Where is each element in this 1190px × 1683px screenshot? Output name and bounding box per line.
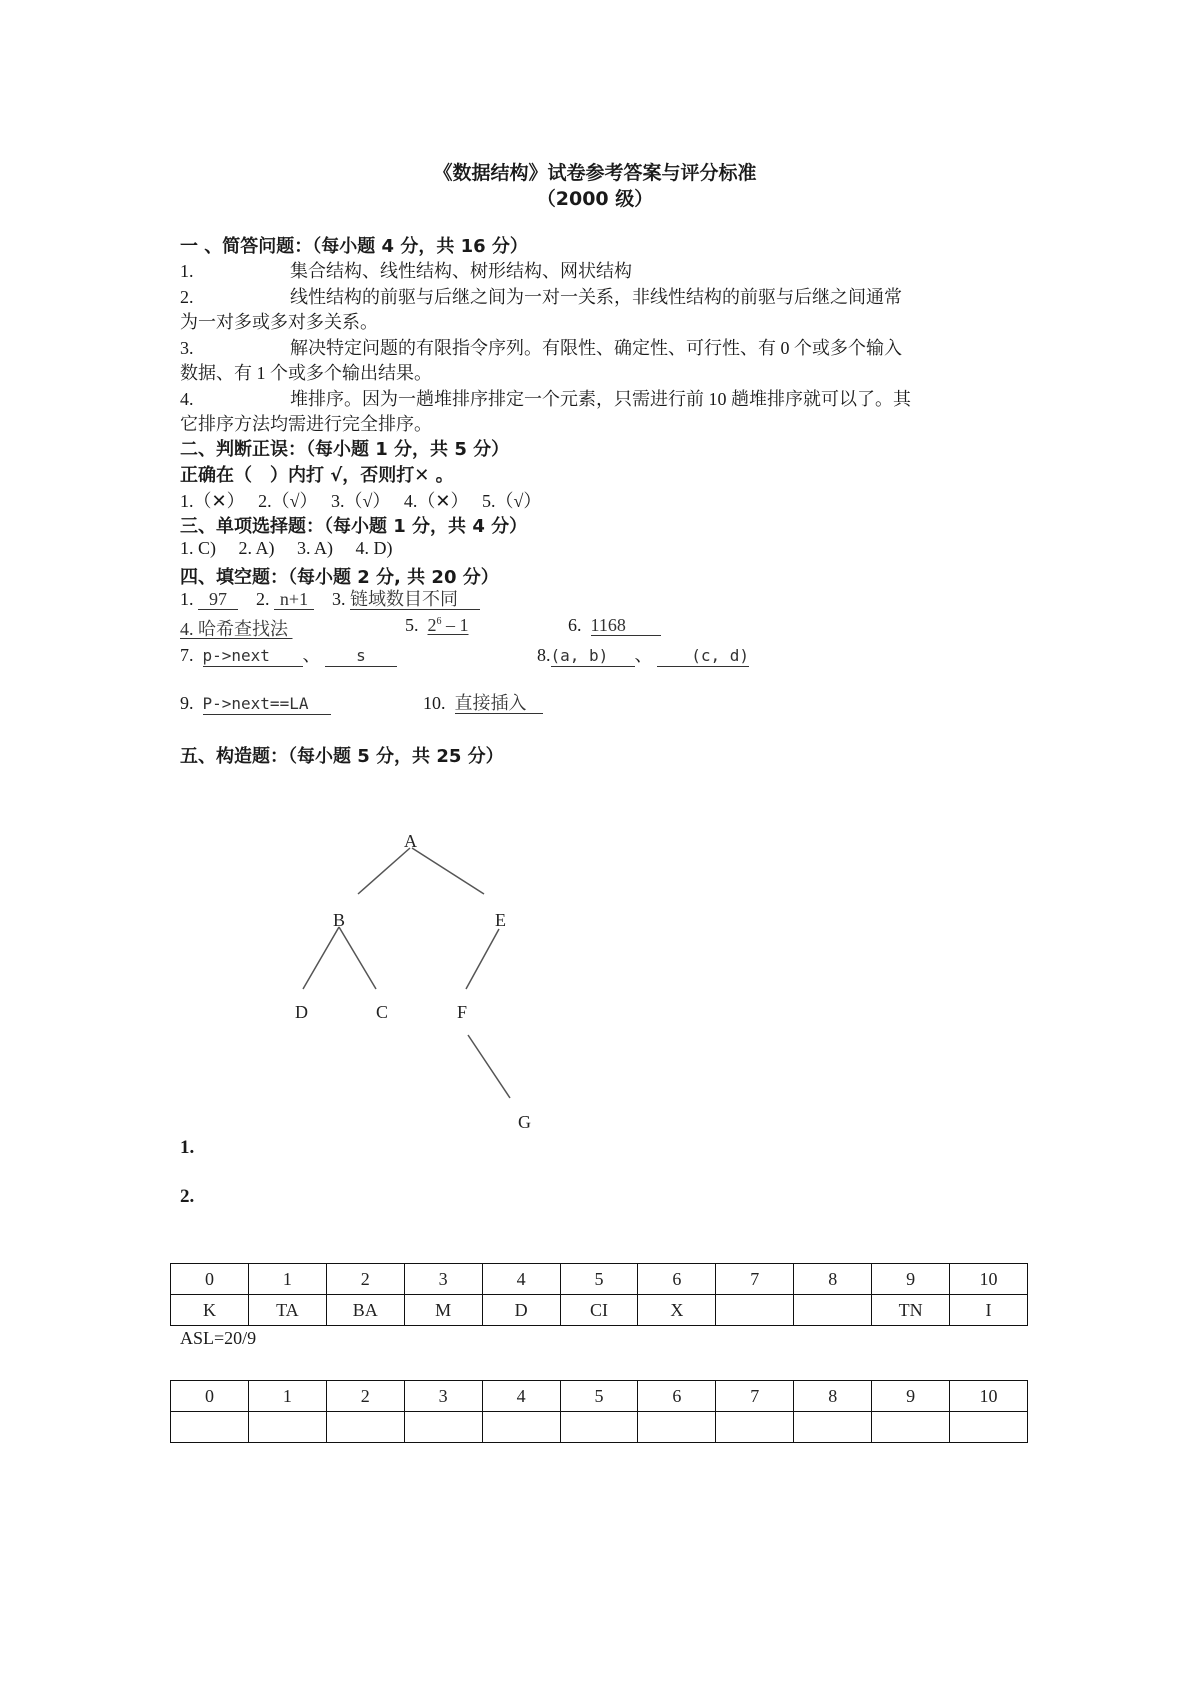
item-number: 1. <box>180 261 194 281</box>
s4-answer-4: 4. 哈希查找法 <box>180 619 288 639</box>
table-cell: 10 <box>950 1264 1028 1295</box>
table-cell: 5 <box>560 1264 638 1295</box>
table-cell <box>248 1412 326 1443</box>
tree-edge-B-C <box>339 927 376 989</box>
s5-item-1: 1. <box>180 1137 195 1158</box>
tree-node-G: G <box>518 1112 531 1132</box>
hash-table-2-index-row <box>171 1381 1028 1412</box>
hash-table-1-value-row <box>171 1295 1028 1326</box>
table-cell: K <box>171 1295 249 1326</box>
tree-edge-A-B <box>358 848 410 894</box>
asl-result: ASL=20/9 <box>180 1328 257 1348</box>
s4-answer-3: 3. 链域数目不同 <box>332 589 480 609</box>
table-cell <box>950 1412 1028 1443</box>
table-cell <box>404 1412 482 1443</box>
s2-answers <box>180 487 541 513</box>
section5-heading: 五、构造题：（每小题 5 分，共 25 分） <box>180 746 504 767</box>
s1-item-3 <box>180 334 902 360</box>
tree-edge-E-F <box>466 929 499 989</box>
section1-heading: 一 、简答问题：（每小题 4 分，共 16 分） <box>180 236 528 257</box>
s2-answer-2: 2.（√） <box>258 491 318 511</box>
table-cell: 5 <box>560 1381 638 1412</box>
tree-node-D: D <box>295 1002 308 1022</box>
table-cell: 9 <box>872 1264 950 1295</box>
tree-edge-B-D <box>303 927 339 989</box>
s5-item-2: 2. <box>180 1186 195 1207</box>
table-cell: X <box>638 1295 716 1326</box>
table-cell: 6 <box>638 1264 716 1295</box>
s4-answer-8: 8.(a, b) 、 (c, d) <box>537 645 749 665</box>
table-cell: 10 <box>950 1381 1028 1412</box>
hash-table-2 <box>170 1380 1028 1443</box>
table-cell <box>171 1412 249 1443</box>
s4-answer-6: 6. 1168 <box>568 615 661 636</box>
s1-item-1 <box>180 257 632 283</box>
table-cell: CI <box>560 1295 638 1326</box>
table-cell: 6 <box>638 1381 716 1412</box>
table-cell: M <box>404 1295 482 1326</box>
table-cell: BA <box>326 1295 404 1326</box>
s3-answer-4: 4. D) <box>355 538 393 558</box>
s4-row-2 <box>180 615 293 641</box>
item-text: 集合结构、线性结构、树形结构、网状结构 <box>290 261 632 281</box>
item-number: 2. <box>180 287 194 307</box>
table-cell: 8 <box>794 1264 872 1295</box>
table-cell <box>716 1412 794 1443</box>
s1-item-2-cont: 为一对多或多对多关系。 <box>180 312 378 332</box>
table-cell: 3 <box>404 1264 482 1295</box>
s2-answer-5: 5.（√） <box>481 491 542 511</box>
document-title: 《数据结构》试卷参考答案与评分标准 <box>433 162 757 184</box>
s4-answer-9: 9. P->next==LA <box>180 693 331 715</box>
table-cell <box>326 1412 404 1443</box>
s2-answer-4: 4.（✕） <box>403 491 469 512</box>
table-cell <box>560 1412 638 1443</box>
table-cell: 8 <box>794 1381 872 1412</box>
s4-answer-5: 5. $2^6 - 1$ <box>405 615 469 635</box>
item-text: 解决特定问题的有限指令序列。有限性、确定性、可行性、有 0 个或多个输入 <box>290 338 902 358</box>
s4-row-1 <box>180 589 480 610</box>
table-cell <box>482 1412 560 1443</box>
table-cell <box>638 1412 716 1443</box>
s2-answer-1: 1.（✕） <box>180 491 245 512</box>
s2-answer-3: 3.（√） <box>330 491 391 511</box>
s4-answer-2: 2. n+1 <box>256 589 314 609</box>
hash-table-1-index-row <box>171 1264 1028 1295</box>
tree-node-E: E <box>495 910 506 930</box>
hash-table-1 <box>170 1263 1028 1326</box>
item-text: 堆排序。因为一趟堆排序排定一个元素，只需进行前 10 趟堆排序就可以了。其 <box>290 389 911 409</box>
section3-heading: 三、单项选择题：（每小题 1 分，共 4 分） <box>180 516 528 537</box>
table-cell: 2 <box>326 1381 404 1412</box>
s3-answers <box>180 538 393 559</box>
table-cell: 2 <box>326 1264 404 1295</box>
section2-heading: 二、判断正误：（每小题 1 分，共 5 分） <box>180 439 510 460</box>
table-cell: 0 <box>171 1264 249 1295</box>
item-number: 3. <box>180 338 194 358</box>
table-cell <box>872 1412 950 1443</box>
table-cell: 4 <box>482 1264 560 1295</box>
hash-table-2-value-row <box>171 1412 1028 1443</box>
tree-edge-F-G <box>468 1035 510 1098</box>
s4-answer-1: 1. 97 <box>180 589 238 609</box>
table-cell: I <box>950 1295 1028 1326</box>
s3-answer-2: 2. A) <box>238 538 275 558</box>
item-text: 线性结构的前驱与后继之间为一对一关系，非线性结构的前驱与后继之间通常 <box>290 287 902 307</box>
tree-edge-A-E <box>412 848 484 894</box>
item-number: 4. <box>180 389 194 409</box>
s1-item-4 <box>180 385 911 411</box>
table-cell: 3 <box>404 1381 482 1412</box>
tree-node-A: A <box>404 831 417 851</box>
table-cell: 1 <box>248 1264 326 1295</box>
table-cell: TA <box>248 1295 326 1326</box>
binary-tree-diagram <box>260 820 560 1150</box>
s1-item-4-cont: 它排序方法均需进行完全排序。 <box>180 414 432 434</box>
s4-answer-10: 10. 直接插入 <box>423 693 543 714</box>
section2-instruction: 正确在（ ）内打 √，否则打✕ 。 <box>180 465 454 486</box>
s4-answer-7: 7. p->next 、 s <box>180 641 397 667</box>
tree-node-C: C <box>376 1002 389 1022</box>
table-cell <box>794 1295 872 1326</box>
table-cell: D <box>482 1295 560 1326</box>
table-cell: 4 <box>482 1381 560 1412</box>
table-cell <box>794 1412 872 1443</box>
table-cell <box>716 1295 794 1326</box>
table-cell: 1 <box>248 1381 326 1412</box>
table-cell: 7 <box>716 1381 794 1412</box>
table-cell: 9 <box>872 1381 950 1412</box>
document-subtitle: （2000 级） <box>536 188 654 210</box>
s3-answer-1: 1. C) <box>180 538 216 558</box>
table-cell: 0 <box>171 1381 249 1412</box>
s1-item-3-cont: 数据、有 1 个或多个输出结果。 <box>180 363 432 383</box>
table-cell: TN <box>872 1295 950 1326</box>
tree-node-B: B <box>333 910 346 930</box>
tree-node-F: F <box>457 1002 468 1022</box>
section4-heading: 四、填空题：（每小题 2 分, 共 20 分） <box>180 567 499 588</box>
s1-item-2 <box>180 283 902 309</box>
s3-answer-3: 3. A) <box>297 538 334 558</box>
table-cell: 7 <box>716 1264 794 1295</box>
